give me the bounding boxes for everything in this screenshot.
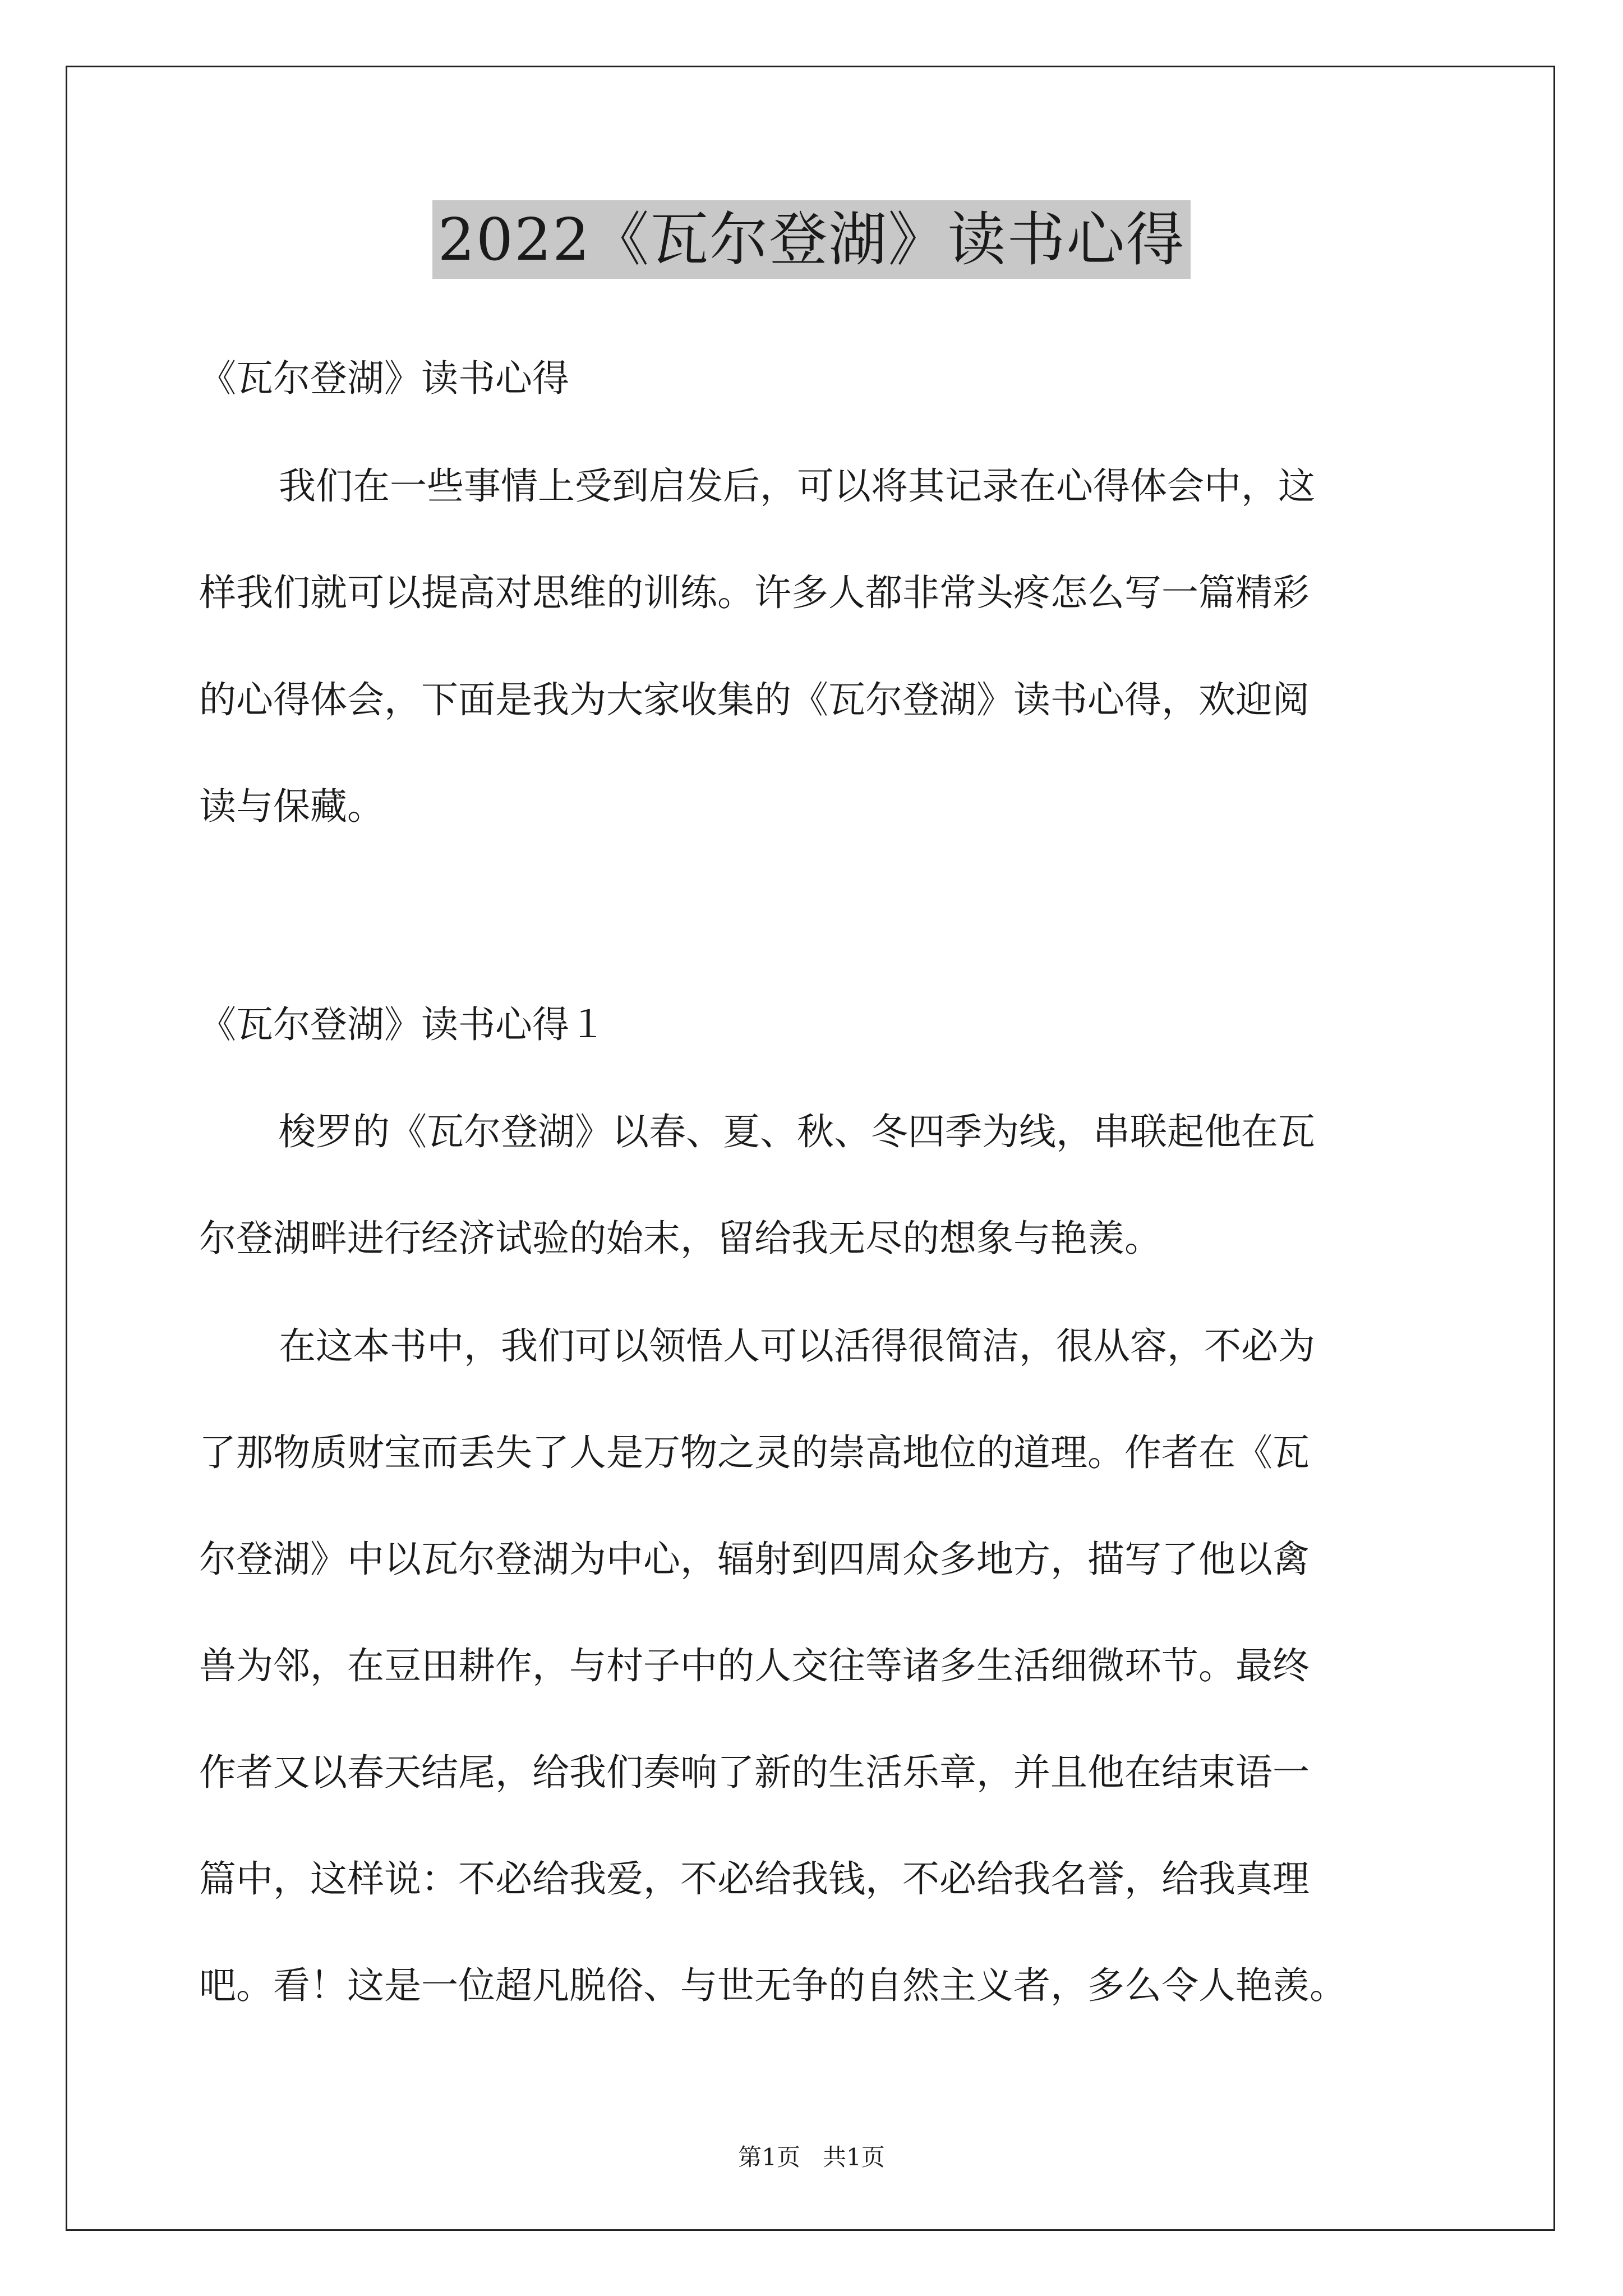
intro-line: 样我们就可以提高对思维的训练。许多人都非常头疼怎么写一篇精彩 xyxy=(199,571,1310,614)
body-line: 尔登湖畔进行经济试验的始末，留给我无尽的想象与艳羡。 xyxy=(199,1217,1161,1260)
title-block xyxy=(0,200,1623,279)
body-line: 吧。看！这是一位超凡脱俗、与世无争的自然主义者，多么令人艳羡。 xyxy=(199,1964,1347,2007)
body-line: 作者又以春天结尾，给我们奏响了新的生活乐章，并且他在结束语一 xyxy=(199,1751,1310,1794)
intro-line: 的心得体会，下面是我为大家收集的《瓦尔登湖》读书心得，欢迎阅 xyxy=(199,678,1310,721)
page-number: 第1页 共1页 xyxy=(738,2143,885,2171)
body-line: 尔登湖》中以瓦尔登湖为中心，辐射到四周众多地方，描写了他以禽 xyxy=(199,1538,1310,1581)
section-heading: 《瓦尔登湖》读书心得 xyxy=(199,357,569,400)
body-line: 了那物质财宝而丢失了人是万物之灵的崇高地位的道理。作者在《瓦 xyxy=(199,1431,1310,1474)
body-line: 兽为邻，在豆田耕作，与村子中的人交往等诸多生活细微环节。最终 xyxy=(199,1644,1310,1687)
section-heading: 《瓦尔登湖》读书心得１ xyxy=(199,1003,606,1046)
body-line: 梭罗的《瓦尔登湖》以春、夏、秋、冬四季为线，串联起他在瓦 xyxy=(279,1110,1315,1153)
intro-line: 我们在一些事情上受到启发后，可以将其记录在心得体会中，这 xyxy=(279,464,1315,508)
body-line: 篇中，这样说：不必给我爱，不必给我钱，不必给我名誉，给我真理 xyxy=(199,1857,1310,1901)
document-title: 2022《瓦尔登湖》读书心得 xyxy=(432,200,1191,279)
intro-line: 读与保藏。 xyxy=(199,785,384,828)
body-line: 在这本书中，我们可以领悟人可以活得很简洁，很从容，不必为 xyxy=(279,1324,1315,1368)
